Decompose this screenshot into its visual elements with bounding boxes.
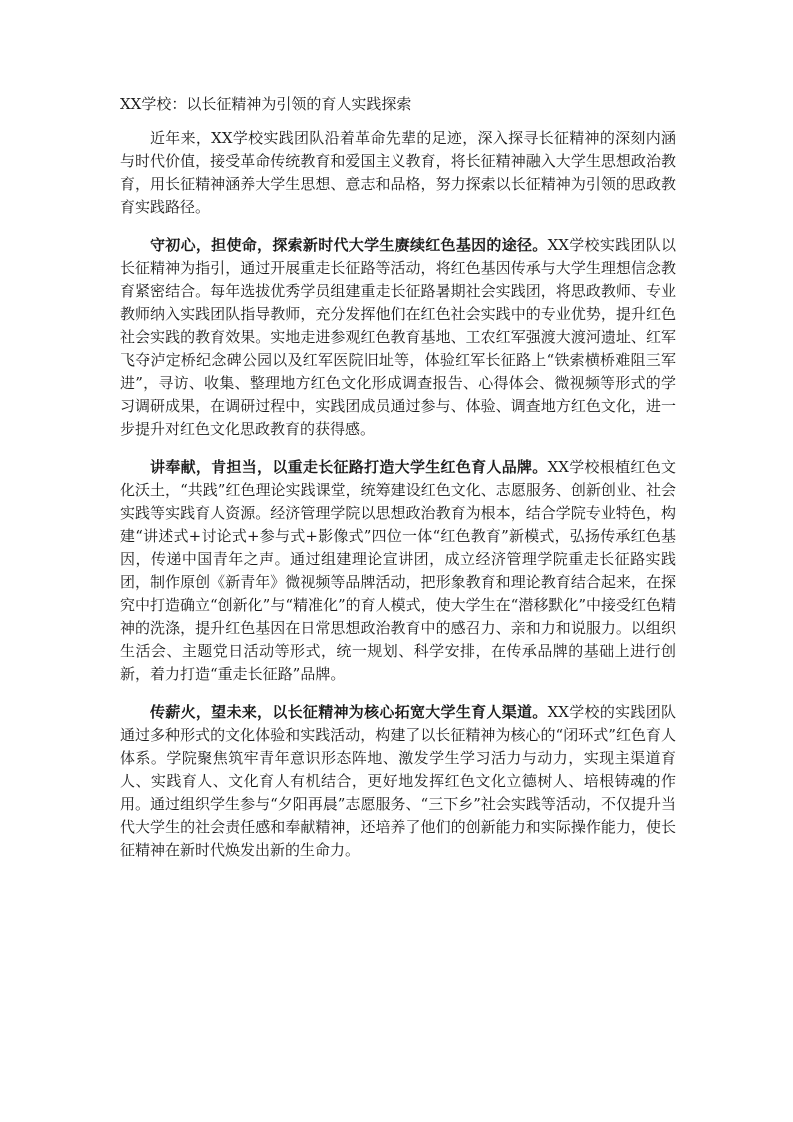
paragraph-text: 近年来，XX学校实践团队沿着革命先辈的足迹，深入探寻长征精神的深刻内涵与时代价值，接受革命传统教育和爱国主义教育，将长征精神融入大学生思想政治教育，用长征精神涵养大学生思想、意志和品格，努力探索以长征精神为引领的思政教育实践路径。 — [120, 129, 676, 216]
paragraph-lead: 守初心，担使命，探索新时代大学生赓续红色基因的途径。 — [150, 236, 548, 254]
paragraph-text: XX学校实践团队以长征精神为指引，通过开展重走长征路等活动，将红色基因传承与大学生理想信念教育紧密结合。每年选拔优秀学员组建重走长征路暑期社会实践团，将思政教师、专业教师纳入实践团队指导教师，充分发挥他们在红色社会实践中的专业优势，提升红色社会实践的教育效果。实地走进参观红色教育基地、工农红军强渡大渡河遗址、红军飞夺泸定桥纪念碑公园以及红军医院旧址等，体验红军长征路上“铁索横桥难阻三军进”，寻访、收集、整理地方红色文化形成调查报告、心得体会、微视频等形式的学习调研成果，在调研过程中，实践团成员通过参与、体验、调查地方红色文化，进一步提升对红色文化思政教育的获得感。 — [120, 236, 676, 438]
document-body — [120, 93, 676, 877]
paragraph-lead: 传薪火，望未来，以长征精神为核心拓宽大学生育人渠道。 — [150, 703, 548, 721]
paragraph-section-2 — [120, 456, 676, 686]
paragraph-text: XX学校根植红色文化沃土，“共践”红色理论实践课堂，统筹建设红色文化、志愿服务、创新创业、社会实践等实践育人资源。经济管理学院以思想政治教育为根本，结合学院专业特色，构建“讲述式+讨论式+参与式+影像式”四位一体“红色教育”新模式，弘扬传承红色基因，传递中国青年之声。通过组建理论宣讲团，成立经济管理学院重走长征路实践团，制作原创《新青年》微视频等品牌活动，把形象教育和理论教育结合起来，在探究中打造确立“创新化”与“精准化”的育人模式，使大学生在“潜移默化”中接受红色精神的洗涤，提升红色基因在日常思想政治教育中的感召力、亲和力和说服力。以组织生活会、主题党日活动等形式，统一规划、科学安排，在传承品牌的基础上进行创新，着力打造“重走长征路”品牌。 — [120, 458, 677, 683]
paragraph-lead: 讲奉献，肯担当，以重走长征路打造大学生红色育人品牌。 — [150, 458, 548, 476]
paragraph-text: XX学校的实践团队通过多种形式的文化体验和实践活动，构建了以长征精神为核心的“闭环式”红色育人体系。学院聚焦筑牢青年意识形态阵地、激发学生学习活力与动力，实现主渠道育人、实践育人、文化育人有机结合，更好地发挥红色文化立德树人、培根铸魂的作用。通过组织学生参与“夕阳再晨”志愿服务、“三下乡”社会实践等活动，不仅提升当代大学生的社会责任感和奉献精神，还培养了他们的创新能力和实际操作能力，使长征精神在新时代焕发出新的生命力。 — [120, 703, 676, 859]
paragraph-intro — [120, 127, 676, 219]
document-title: XX学校：以长征精神为引领的育人实践探索 — [120, 95, 412, 113]
paragraph-section-1 — [120, 234, 676, 441]
paragraph-section-3 — [120, 701, 676, 862]
